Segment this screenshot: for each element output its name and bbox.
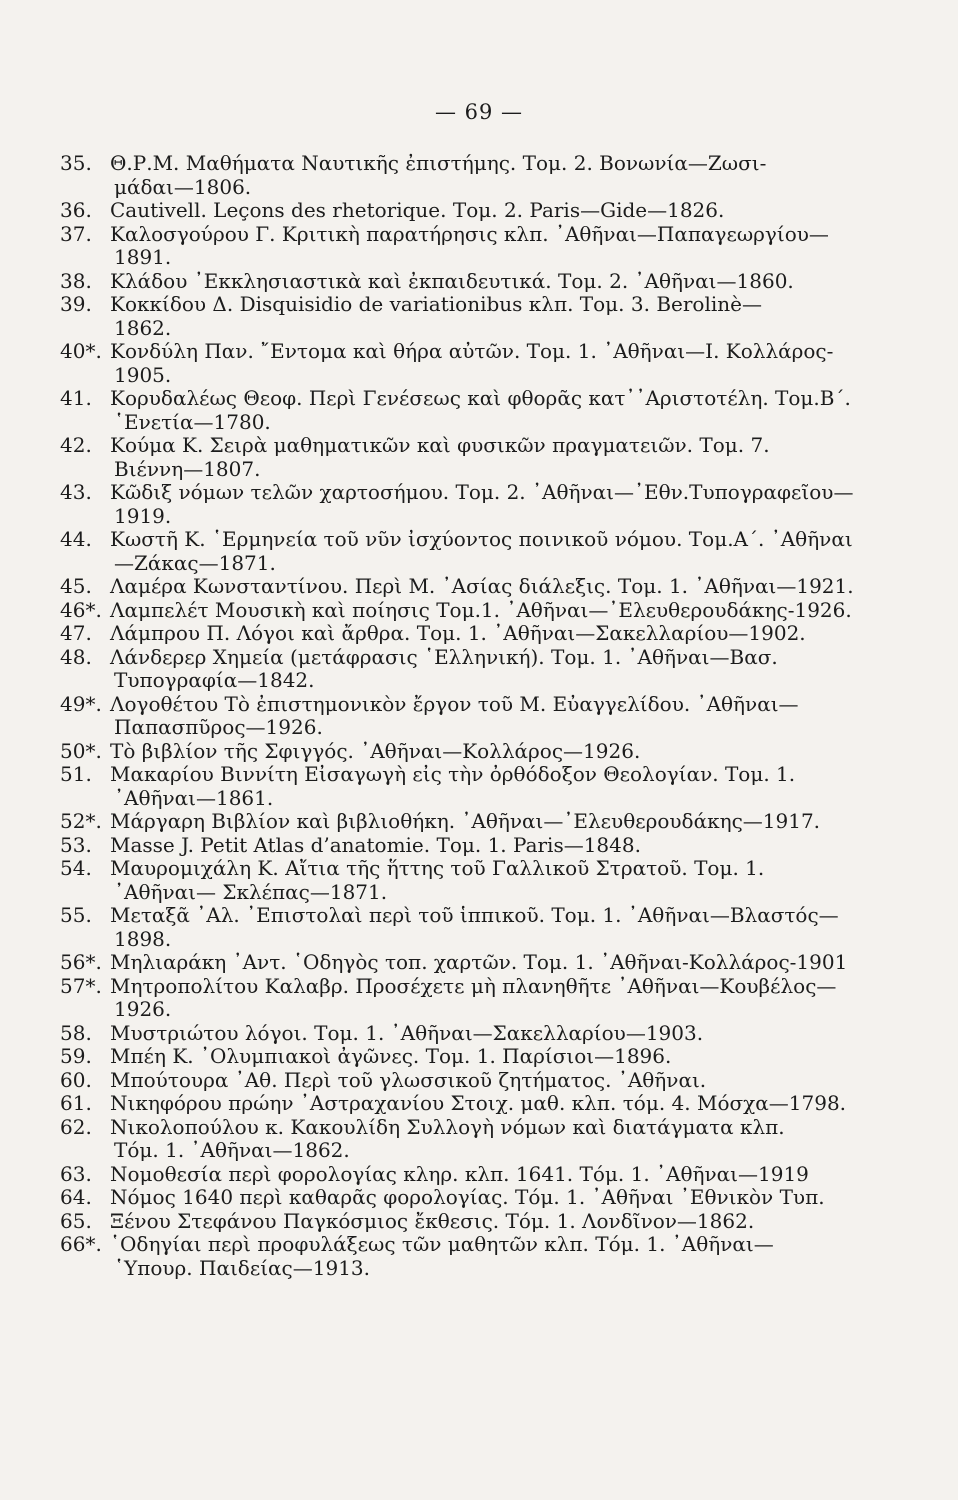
entry-text xyxy=(110,293,920,340)
entry-text xyxy=(110,693,920,740)
entry-line: 1919. xyxy=(114,503,172,528)
entry-text xyxy=(110,575,920,599)
entry-text xyxy=(110,1233,920,1280)
entry-number: 55. xyxy=(60,903,92,927)
list-item xyxy=(60,575,920,599)
entry-line: ᾿Αθῆναι— Σκλέπας—1871. xyxy=(114,879,388,904)
entry-line: Μυστριώτου λόγοι. Τομ. 1. ᾿Αθῆναι—Σακελλαρίου—1903. xyxy=(110,1020,704,1045)
entry-number: 65. xyxy=(60,1208,92,1233)
entry-line: Τὸ βιβλίον τῆς Σφιγγός. ᾿Αθῆναι—Κολλάρος—1926. xyxy=(110,738,641,763)
entry-number: 54. xyxy=(60,856,92,880)
list-item xyxy=(60,1069,920,1093)
entry-line: Λαμπελέτ Μουσικὴ καὶ ποίησις Τομ.1. ᾿Αθῆναι—᾿Ελευθερουδάκης-1926. xyxy=(110,597,852,622)
entry-line: 1898. xyxy=(114,926,172,951)
entry-number: 38. xyxy=(60,268,92,293)
entry-number: 57*. xyxy=(60,973,102,998)
entry-line: 1891. xyxy=(114,245,172,269)
list-item xyxy=(60,199,920,223)
entry-number: 44. xyxy=(60,527,92,551)
entry-number: 50*. xyxy=(60,738,102,763)
list-item xyxy=(60,1045,920,1069)
list-item xyxy=(60,152,920,199)
entry-line: ῾Ενετία—1780. xyxy=(114,409,271,434)
entry-line: Καλοσγούρου Γ. Κριτικὴ παρατήρησις κλπ. ᾿Αθῆναι—Παπαγεωργίου— xyxy=(110,221,829,246)
entry-text xyxy=(110,1045,920,1069)
entry-text xyxy=(110,270,920,294)
entry-text xyxy=(110,481,920,528)
entry-text xyxy=(110,223,920,270)
entry-line: Κῶδιξ νόμων τελῶν χαρτοσήμου. Τομ. 2. ᾿Αθῆναι—᾿Εθν.Τυπογραφεῖου— xyxy=(110,480,854,504)
list-item xyxy=(60,834,920,858)
entry-line: 1926. xyxy=(114,997,172,1021)
entry-line: Κούμα Κ. Σειρὰ μαθηματικῶν καὶ φυσικῶν πραγματειῶν. Τομ. 7. xyxy=(110,433,770,457)
entry-line: ᾿Αθῆναι—1861. xyxy=(114,785,274,810)
entry-line: Masse J. Petit Atlas d’anatomie. Τομ. 1. Paris—1848. xyxy=(110,832,641,857)
entry-text xyxy=(110,857,920,904)
entry-line: Μαυρομιχάλη Κ. Αἴτια τῆς ἥττης τοῦ Γαλλικοῦ Στρατοῦ. Τομ. 1. xyxy=(110,856,765,880)
entry-text xyxy=(110,1186,920,1210)
entry-line: Νικηφόρου πρώην ᾿Αστραχανίου Στοιχ. μαθ. κλπ. τόμ. 4. Μόσχα—1798. xyxy=(110,1091,847,1115)
entry-number: 35. xyxy=(60,151,92,175)
list-item xyxy=(60,1186,920,1210)
entry-text xyxy=(110,904,920,951)
entry-line: Λάνδερερ Χημεία (μετάφρασις ῾Ελληνική). Τομ. 1. ᾿Αθῆναι—Βασ. xyxy=(110,644,778,669)
list-item xyxy=(60,270,920,294)
entry-line: Κοκκίδου Δ. Disquisidio de variationibus κλπ. Τομ. 3. Berolinè— xyxy=(110,292,762,316)
entry-line: Μεταξᾶ ᾿Αλ. ᾿Επιστολαὶ περὶ τοῦ ἱππικοῦ. Τομ. 1. ᾿Αθῆναι—Βλαστός— xyxy=(110,903,839,927)
list-item xyxy=(60,810,920,834)
list-item xyxy=(60,599,920,623)
entry-line: Κονδύλη Παν. ῎Εντομα καὶ θήρα αὐτῶν. Τομ. 1. ᾿Αθῆναι—Ι. Κολλάρος- xyxy=(110,339,834,363)
list-item xyxy=(60,693,920,740)
list-item xyxy=(60,293,920,340)
entry-number: 45. xyxy=(60,574,92,598)
entry-line: Λαμέρα Κωνσταντίνου. Περὶ Μ. ᾿Ασίας διάλεξις. Τομ. 1. ᾿Αθῆναι—1921. xyxy=(110,574,854,598)
entry-text xyxy=(110,1116,920,1163)
entry-number: 61. xyxy=(60,1091,92,1115)
entry-number: 46*. xyxy=(60,597,102,622)
entry-text xyxy=(110,599,920,623)
entry-line: Μακαρίου Βιννίτη Εἰσαγωγὴ εἰς τὴν ὀρθόδοξον Θεολογίαν. Τομ. 1. xyxy=(110,762,796,786)
list-item xyxy=(60,975,920,1022)
entry-number: 51. xyxy=(60,762,92,786)
entry-number: 47. xyxy=(60,621,92,645)
entry-text xyxy=(110,646,920,693)
entry-text xyxy=(110,434,920,481)
entry-line: Κωστῆ Κ. ῾Ερμηνεία τοῦ νῦν ἰσχύοντος ποινικοῦ νόμου. Τομ.Α΄. ᾿Αθῆναι xyxy=(110,527,853,551)
entry-text xyxy=(110,834,920,858)
entry-line: 1862. xyxy=(114,315,172,340)
list-item xyxy=(60,1092,920,1116)
list-item xyxy=(60,1210,920,1234)
entry-text xyxy=(110,951,920,975)
list-item xyxy=(60,857,920,904)
entry-text xyxy=(110,528,920,575)
entry-number: 39. xyxy=(60,292,92,316)
entry-text xyxy=(110,387,920,434)
entry-number: 41. xyxy=(60,386,92,410)
entry-number: 49*. xyxy=(60,691,102,716)
entry-line: Ξένου Στεφάνου Παγκόσμιος ἔκθεσις. Τόμ. 1. Λονδῖνον—1862. xyxy=(110,1208,755,1233)
list-item xyxy=(60,740,920,764)
list-item xyxy=(60,340,920,387)
entry-text xyxy=(110,152,920,199)
entry-line: Λογοθέτου Τὸ ἐπιστημονικὸν ἔργον τοῦ Μ. Εὐαγγελίδου. ᾿Αθῆναι— xyxy=(110,691,799,716)
entry-line: Μπούτουρα ᾿Αθ. Περὶ τοῦ γλωσσικοῦ ζητήματος. ᾿Αθῆναι. xyxy=(110,1067,707,1092)
entry-line: —Ζάκας—1871. xyxy=(114,550,276,575)
list-item xyxy=(60,763,920,810)
page-number: — 69 — xyxy=(434,100,524,124)
list-item xyxy=(60,223,920,270)
entry-text xyxy=(110,1069,920,1093)
entry-line: Μάργαρη Βιβλίον καὶ βιβλιοθήκη. ᾿Αθῆναι—᾿Ελευθερουδάκης—1917. xyxy=(110,809,821,833)
entry-text xyxy=(110,740,920,764)
entry-line: ῾Οδηγίαι περὶ προφυλάξεως τῶν μαθητῶν κλπ. Τόμ. 1. ᾿Αθῆναι— xyxy=(110,1232,774,1256)
entry-line: Νικολοπούλου κ. Κακουλίδη Συλλογὴ νόμων καὶ διατάγματα κλπ. xyxy=(110,1114,785,1139)
list-item xyxy=(60,904,920,951)
entry-number: 60. xyxy=(60,1067,92,1092)
entry-number: 59. xyxy=(60,1044,92,1068)
list-item xyxy=(60,646,920,693)
entry-text xyxy=(110,763,920,810)
entry-text xyxy=(110,622,920,646)
entry-line: Τόμ. 1. ᾿Αθῆναι—1862. xyxy=(114,1138,350,1162)
entry-line: 1905. xyxy=(114,362,172,387)
entry-text xyxy=(110,199,920,223)
entry-number: 40*. xyxy=(60,339,102,363)
entry-line: Μπέη Κ. ᾿Ολυμπιακοὶ ἀγῶνες. Τομ. 1. Παρίσιοι—1896. xyxy=(110,1044,672,1068)
list-item xyxy=(60,1022,920,1046)
entry-number: 64. xyxy=(60,1185,92,1209)
entry-number: 42. xyxy=(60,433,92,457)
list-item xyxy=(60,622,920,646)
entry-line: Νομοθεσία περὶ φορολογίας κληρ. κλπ. 1641. Τόμ. 1. ᾿Αθῆναι—1919 xyxy=(110,1161,809,1186)
list-item xyxy=(60,1233,920,1280)
list-item xyxy=(60,1116,920,1163)
entry-text xyxy=(110,810,920,834)
entry-line: Βιέννη—1807. xyxy=(114,456,261,481)
entry-line: ῾Υπουρ. Παιδείας—1913. xyxy=(114,1255,371,1280)
entry-number: 36. xyxy=(60,198,92,222)
list-item xyxy=(60,951,920,975)
entry-number: 63. xyxy=(60,1161,92,1186)
entry-text xyxy=(110,340,920,387)
entry-line: Νόμος 1640 περὶ καθαρᾶς φορολογίας. Τόμ. 1. ᾿Αθῆναι ᾿Εθνικὸν Τυπ. xyxy=(110,1185,825,1209)
list-item xyxy=(60,528,920,575)
entry-line: Θ.Ρ.Μ. Μαθήματα Ναυτικῆς ἐπιστήμης. Τομ. 2. Βονωνία—Ζωσι- xyxy=(110,151,767,175)
entry-number: 48. xyxy=(60,644,92,669)
entry-text xyxy=(110,975,920,1022)
entry-line: Λάμπρου Π. Λόγοι καὶ ἄρθρα. Τομ. 1. ᾿Αθῆναι—Σακελλαρίου—1902. xyxy=(110,621,806,645)
entry-text xyxy=(110,1092,920,1116)
entry-number: 52*. xyxy=(60,809,102,833)
entry-number: 53. xyxy=(60,832,92,857)
entry-line: Μηλιαράκη ᾿Αντ. ῾Οδηγὸς τοπ. χαρτῶν. Τομ. 1. ᾿Αθῆναι-Κολλάρος-1901 xyxy=(110,950,848,974)
entry-number: 62. xyxy=(60,1114,92,1139)
entry-line: μάδαι—1806. xyxy=(114,174,252,199)
entry-line: Κορυδαλέως Θεοφ. Περὶ Γενέσεως καὶ φθορᾶς κατ᾿᾿Αριστοτέλη. Τομ.Β΄. xyxy=(110,386,851,410)
entry-line: Παπασπῦρος—1926. xyxy=(114,715,323,739)
entry-number: 43. xyxy=(60,480,92,504)
list-item xyxy=(60,481,920,528)
list-item xyxy=(60,1163,920,1187)
list-item xyxy=(60,387,920,434)
entry-number: 66*. xyxy=(60,1232,102,1256)
entry-line: Κλάδου ᾿Εκκλησιαστικὰ καὶ ἐκπαιδευτικά. Τομ. 2. ᾿Αθῆναι—1860. xyxy=(110,268,794,293)
list-item xyxy=(60,434,920,481)
entry-line: Cautivell. Leçons des rhetorique. Τομ. 2. Paris—Gide—1826. xyxy=(110,198,725,222)
bibliography-list xyxy=(60,152,920,1280)
entry-text xyxy=(110,1022,920,1046)
entry-line: Τυπογραφία—1842. xyxy=(114,668,315,692)
entry-number: 56*. xyxy=(60,950,102,974)
entry-number: 58. xyxy=(60,1020,92,1045)
entry-line: Μητροπολίτου Καλαβρ. Προσέχετε μὴ πλανηθῆτε ᾿Αθῆναι—Κουβέλος— xyxy=(110,973,837,998)
entry-text xyxy=(110,1210,920,1234)
entry-number: 37. xyxy=(60,221,92,246)
entry-text xyxy=(110,1163,920,1187)
